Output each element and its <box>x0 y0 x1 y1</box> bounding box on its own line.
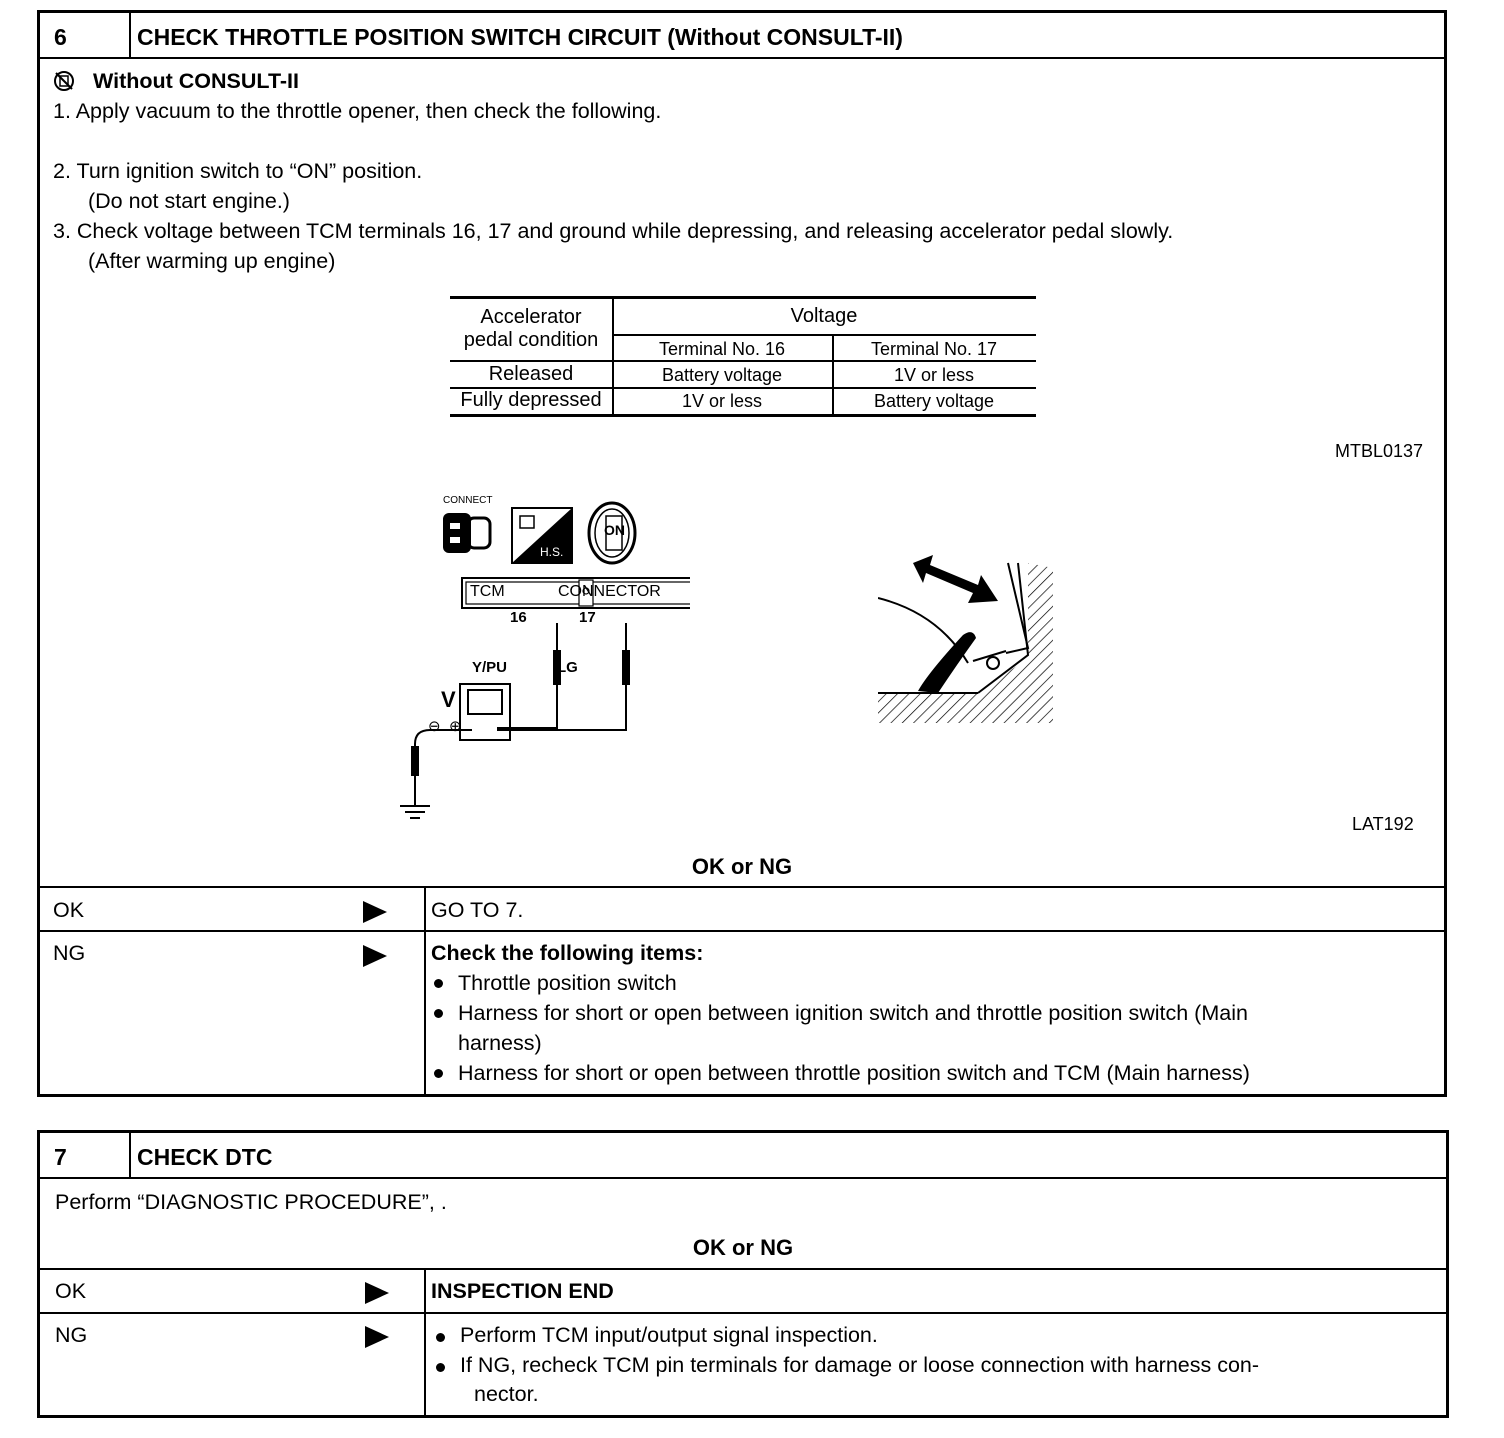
bullet-icon <box>436 1333 445 1342</box>
row-released-condition: Released <box>488 363 574 385</box>
wiring-figure <box>360 488 690 823</box>
number-divider <box>129 1133 131 1178</box>
ok-arrow-icon <box>365 1282 389 1304</box>
bullet-icon <box>436 1363 445 1372</box>
instruction-3: 3. Check voltage between TCM terminals 16, 17 and ground while depressing, and releasing accelerator pedal slowly. <box>53 219 1174 243</box>
figure-ref: LAT192 <box>1352 814 1414 834</box>
table-ref: MTBL0137 <box>1335 441 1424 461</box>
wire-16-color: Y/PU <box>472 659 508 676</box>
col-condition-header-1: Accelerator <box>480 306 582 328</box>
row-depressed-condition: Fully depressed <box>460 389 602 411</box>
row-released-t17: 1V or less <box>893 365 975 385</box>
ok-label: OK <box>55 1279 87 1303</box>
result-top-divider <box>40 886 1444 888</box>
result-mid-divider <box>40 930 1444 932</box>
step-number: 7 <box>54 1144 67 1170</box>
ng-heading: Check the following items: <box>431 941 704 965</box>
meter-minus: ⊖ <box>428 718 441 735</box>
step-title: CHECK THROTTLE POSITION SWITCH CIRCUIT (Without CONSULT-II) <box>137 24 903 50</box>
accelerator-pedal-figure <box>878 543 1068 728</box>
result-top-divider <box>40 1268 1446 1270</box>
step-7-body: Perform “DIAGNOSTIC PROCEDURE”, . <box>55 1190 447 1214</box>
consult-crossed-icon <box>53 70 75 92</box>
number-divider <box>129 13 131 58</box>
ng-item-1: Throttle position switch <box>458 971 677 995</box>
result-column-divider <box>424 1269 426 1415</box>
result-mid-divider <box>40 1312 1446 1314</box>
terminal-16-header: Terminal No. 16 <box>658 339 786 359</box>
step-number: 6 <box>54 24 67 50</box>
meter-plus: ⊕ <box>449 718 462 735</box>
ok-arrow-icon <box>363 901 387 923</box>
pin-16-label: 16 <box>510 609 527 626</box>
bullet-icon <box>434 1069 443 1078</box>
connector-label: CONNECTOR <box>558 583 661 600</box>
hs-label: H.S. <box>540 545 564 559</box>
header-divider <box>40 57 1444 59</box>
ng-item-3: Harness for short or open between throttle position switch and TCM (Main harness) <box>458 1061 1250 1085</box>
on-label: ON <box>604 522 625 538</box>
ok-result: GO TO 7. <box>431 898 524 922</box>
ng-label: NG <box>53 941 86 965</box>
step-6-box <box>37 10 1447 1097</box>
ng-arrow-icon <box>363 945 387 967</box>
bullet-icon <box>434 1009 443 1018</box>
ng-arrow-icon <box>365 1326 389 1348</box>
step-7-box <box>37 1130 1449 1418</box>
ng-label: NG <box>55 1323 88 1347</box>
connect-icon <box>443 513 490 553</box>
terminal-17-header: Terminal No. 17 <box>870 339 998 359</box>
row-depressed-t17: Battery voltage <box>873 391 995 411</box>
pin-17-label: 17 <box>579 609 596 626</box>
meter-symbol: V <box>441 687 456 712</box>
ok-or-ng-label: OK or NG <box>692 1235 794 1260</box>
step-title: CHECK DTC <box>137 1144 273 1170</box>
voltage-table <box>450 296 1036 420</box>
wire-17-color: LG <box>557 659 578 676</box>
instruction-1: 1. Apply vacuum to the throttle opener, then check the following. <box>53 99 662 123</box>
ng-item-2: If NG, recheck TCM pin terminals for damage or loose connection with harness con- <box>460 1353 1260 1377</box>
ng-item-2: Harness for short or open between ignition switch and throttle position switch (Main <box>458 1001 1248 1025</box>
result-column-divider <box>424 887 426 1097</box>
voltage-header: Voltage <box>790 305 858 327</box>
ok-or-ng-label: OK or NG <box>691 854 793 879</box>
row-depressed-t16: 1V or less <box>681 391 763 411</box>
ng-item-1: Perform TCM input/output signal inspection. <box>460 1323 878 1347</box>
header-divider <box>40 1177 1446 1179</box>
row-released-t16: Battery voltage <box>661 365 783 385</box>
ok-label: OK <box>53 898 85 922</box>
instruction-2-note: (Do not start engine.) <box>88 189 290 213</box>
ok-result: INSPECTION END <box>431 1279 614 1303</box>
instruction-2: 2. Turn ignition switch to “ON” position. <box>53 159 423 183</box>
connect-label: CONNECT <box>443 495 493 506</box>
bullet-icon <box>434 979 443 988</box>
ng-item-2-cont: harness) <box>458 1031 542 1055</box>
col-condition-header-2: pedal condition <box>463 329 599 351</box>
tcm-label: TCM <box>470 583 505 600</box>
ng-item-2-cont: nector. <box>474 1382 539 1406</box>
instruction-3-note: (After warming up engine) <box>88 249 336 273</box>
mode-label: Without CONSULT-II <box>93 69 300 93</box>
